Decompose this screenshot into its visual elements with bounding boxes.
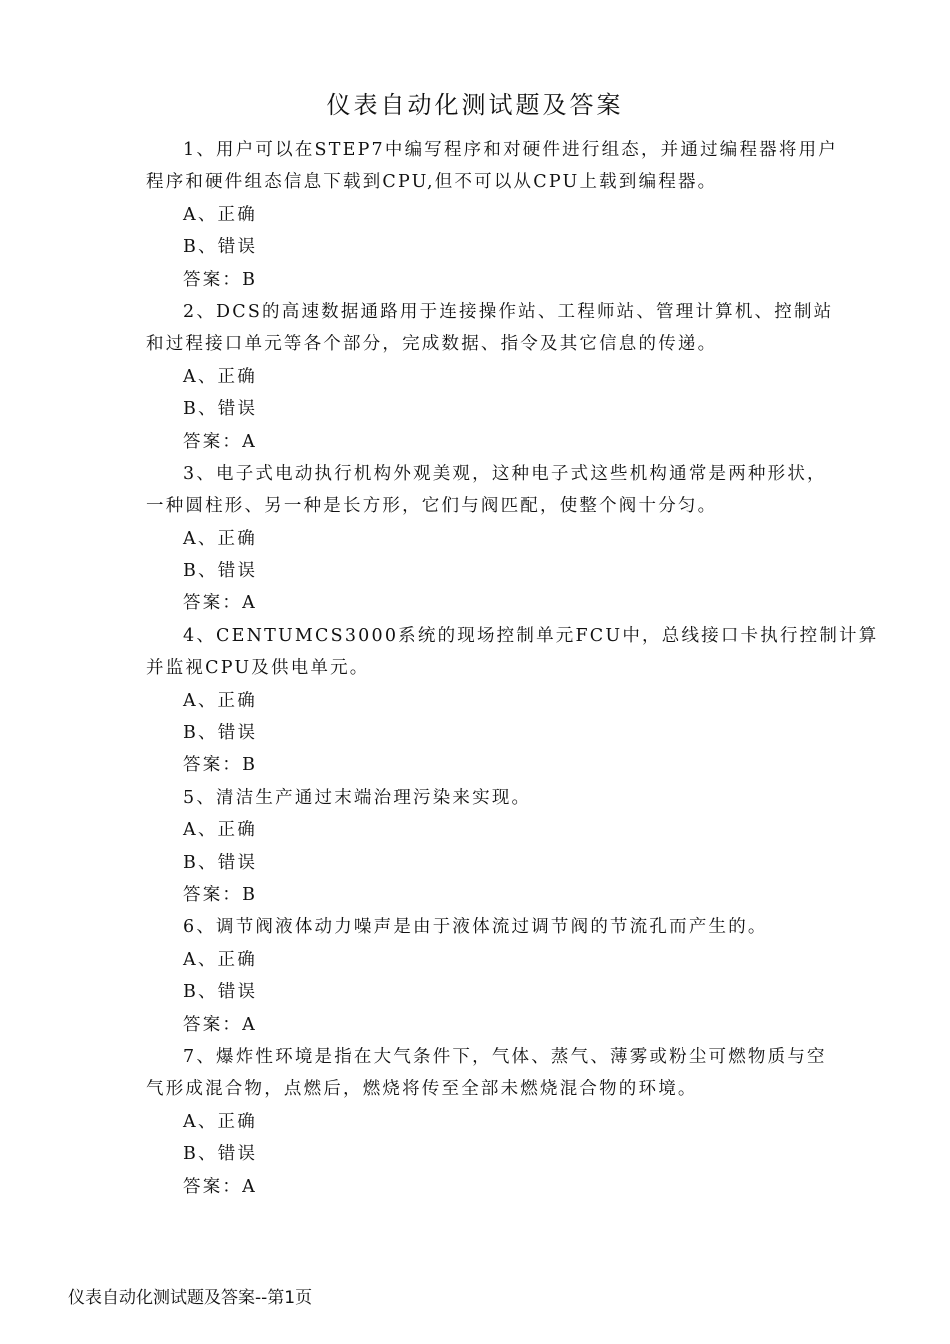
question-text-line: 5、清洁生产通过末端治理污染来实现。 [183, 787, 532, 808]
option-a: A、正确 [183, 1111, 257, 1132]
option-a: A、正确 [183, 366, 257, 387]
question-text-line: 2、DCS的高速数据通路用于连接操作站、工程师站、管理计算机、控制站 [183, 301, 834, 322]
question-item [146, 296, 834, 458]
answer-line: 答案：B [183, 269, 258, 290]
question-text-line: 6、调节阀液体动力噪声是由于液体流过调节阀的节流孔而产生的。 [183, 917, 768, 938]
answer-line: 答案：B [183, 755, 258, 776]
answer-line: 答案：A [183, 1014, 257, 1035]
question-text-line: 程序和硬件组态信息下载到CPU,但不可以从CPU上载到编程器。 [146, 172, 718, 193]
question-text-line: 7、爆炸性环境是指在大气条件下，气体、蒸气、薄雾或粉尘可燃物质与空 [183, 1046, 827, 1067]
option-a: A、正确 [183, 949, 257, 970]
document-title: 仪表自动化测试题及答案 [326, 91, 624, 119]
question-item [146, 134, 838, 296]
answer-line: 答案：A [183, 593, 257, 614]
option-b: B、错误 [183, 561, 258, 582]
question-text-line: 和过程接口单元等各个部分，完成数据、指令及其它信息的传递。 [146, 334, 718, 355]
option-a: A、正确 [183, 528, 257, 549]
question-text-line: 3、电子式电动执行机构外观美观，这种电子式这些机构通常是两种形状， [183, 463, 827, 484]
answer-line: 答案：A [183, 431, 257, 452]
option-a: A、正确 [183, 820, 257, 841]
question-item [146, 1041, 827, 1203]
question-text-line: 并监视CPU及供电单元。 [146, 658, 370, 679]
question-item [146, 458, 827, 620]
option-b: B、错误 [183, 982, 258, 1003]
page-footer: 仪表自动化测试题及答案--第1页 [68, 1288, 313, 1308]
answer-line: 答案：A [183, 1176, 257, 1197]
question-list [146, 134, 879, 1203]
question-text-line: 4、CENTUMCS3000系统的现场控制单元FCU中，总线接口卡执行控制计算 [183, 625, 879, 646]
option-a: A、正确 [183, 204, 257, 225]
option-b: B、错误 [183, 237, 258, 258]
answer-line: 答案：B [183, 884, 258, 905]
question-text-line: 气形成混合物，点燃后，燃烧将传至全部未燃烧混合物的环境。 [146, 1079, 698, 1100]
option-b: B、错误 [183, 1144, 258, 1165]
question-item [146, 911, 810, 1041]
question-item [146, 782, 810, 912]
question-item [146, 620, 879, 782]
option-b: B、错误 [183, 399, 258, 420]
option-b: B、错误 [183, 723, 258, 744]
question-text-line: 一种圆柱形、另一种是长方形，它们与阀匹配，使整个阀十分匀。 [146, 496, 718, 517]
option-a: A、正确 [183, 690, 257, 711]
question-text-line: 1、用户可以在STEP7中编写程序和对硬件进行组态，并通过编程器将用户 [183, 140, 838, 160]
option-b: B、错误 [183, 852, 258, 873]
